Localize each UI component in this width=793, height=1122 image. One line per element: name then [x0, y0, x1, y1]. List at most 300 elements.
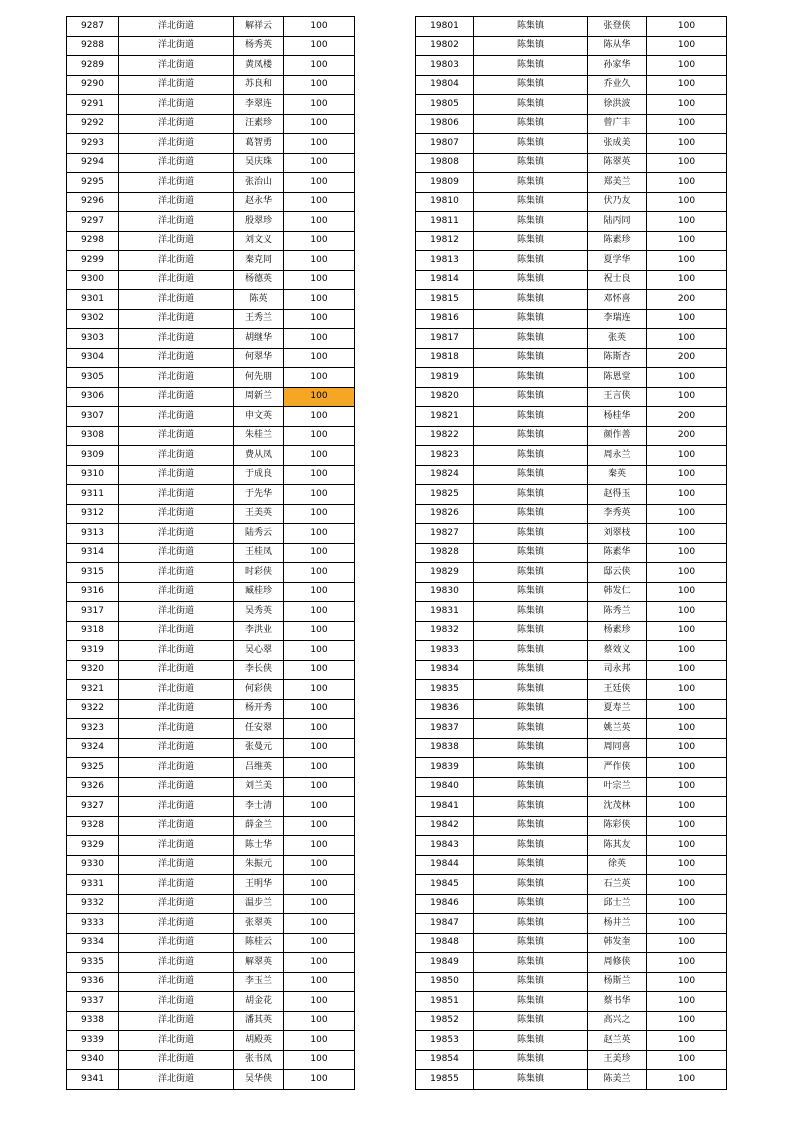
name-cell: 陈英	[234, 290, 284, 310]
name-cell: 陈士华	[234, 836, 284, 856]
id-cell: 9293	[67, 134, 119, 154]
table-row	[416, 192, 727, 212]
id-cell: 19815	[416, 290, 474, 310]
id-cell: 9292	[67, 114, 119, 134]
id-cell: 19817	[416, 329, 474, 349]
table-row	[416, 855, 727, 875]
id-cell: 9304	[67, 348, 119, 368]
id-cell: 9291	[67, 95, 119, 115]
area-cell: 陈集镇	[474, 95, 588, 115]
table-row	[67, 719, 355, 739]
area-cell: 洋北街道	[119, 719, 234, 739]
id-cell: 19820	[416, 387, 474, 407]
name-cell: 赵永华	[234, 192, 284, 212]
amount-cell: 100	[647, 777, 727, 797]
table-row	[67, 114, 355, 134]
amount-cell: 100	[647, 231, 727, 251]
id-cell: 9321	[67, 680, 119, 700]
name-cell: 于成良	[234, 465, 284, 485]
amount-cell: 100	[284, 875, 355, 895]
area-cell: 陈集镇	[474, 875, 588, 895]
id-cell: 19818	[416, 348, 474, 368]
area-cell: 陈集镇	[474, 251, 588, 271]
amount-cell: 100	[647, 1070, 727, 1090]
area-cell: 洋北街道	[119, 75, 234, 95]
table-row	[67, 485, 355, 505]
id-cell: 19851	[416, 992, 474, 1012]
name-cell: 陈翠英	[588, 153, 647, 173]
area-cell: 陈集镇	[474, 387, 588, 407]
area-cell: 陈集镇	[474, 855, 588, 875]
area-cell: 陈集镇	[474, 1031, 588, 1051]
id-cell: 19809	[416, 173, 474, 193]
id-cell: 9328	[67, 816, 119, 836]
amount-cell: 100	[647, 212, 727, 232]
table-row	[416, 641, 727, 661]
amount-cell: 100	[647, 95, 727, 115]
id-cell: 19822	[416, 426, 474, 446]
table-row	[416, 797, 727, 817]
id-cell: 9289	[67, 56, 119, 76]
id-cell: 9316	[67, 582, 119, 602]
table-row	[416, 485, 727, 505]
amount-cell: 100	[647, 992, 727, 1012]
area-cell: 洋北街道	[119, 543, 234, 563]
name-cell: 陈素华	[588, 543, 647, 563]
amount-cell: 100	[284, 153, 355, 173]
area-cell: 陈集镇	[474, 641, 588, 661]
id-cell: 19849	[416, 953, 474, 973]
table-row	[416, 582, 727, 602]
table-row	[416, 933, 727, 953]
area-cell: 陈集镇	[474, 719, 588, 739]
name-cell: 杨素珍	[588, 621, 647, 641]
id-cell: 19830	[416, 582, 474, 602]
amount-cell: 100	[647, 816, 727, 836]
id-cell: 19831	[416, 602, 474, 622]
area-cell: 洋北街道	[119, 758, 234, 778]
name-cell: 沈茂林	[588, 797, 647, 817]
area-cell: 洋北街道	[119, 212, 234, 232]
area-cell: 陈集镇	[474, 446, 588, 466]
id-cell: 19819	[416, 368, 474, 388]
amount-cell: 100	[284, 192, 355, 212]
table-row	[67, 56, 355, 76]
area-cell: 陈集镇	[474, 348, 588, 368]
amount-cell: 100	[284, 738, 355, 758]
name-cell: 薛金兰	[234, 816, 284, 836]
id-cell: 19813	[416, 251, 474, 271]
name-cell: 朱桂兰	[234, 426, 284, 446]
area-cell: 陈集镇	[474, 173, 588, 193]
id-cell: 19834	[416, 660, 474, 680]
area-cell: 洋北街道	[119, 348, 234, 368]
name-cell: 解祥云	[234, 17, 284, 37]
name-cell: 王廷侠	[588, 680, 647, 700]
area-cell: 陈集镇	[474, 543, 588, 563]
area-cell: 洋北街道	[119, 563, 234, 583]
id-cell: 9306	[67, 387, 119, 407]
id-cell: 19840	[416, 777, 474, 797]
name-cell: 吕维英	[234, 758, 284, 778]
area-cell: 陈集镇	[474, 1050, 588, 1070]
area-cell: 洋北街道	[119, 582, 234, 602]
area-cell: 洋北街道	[119, 972, 234, 992]
name-cell: 陈素珍	[588, 231, 647, 251]
area-cell: 洋北街道	[119, 446, 234, 466]
amount-cell: 100	[284, 231, 355, 251]
name-cell: 吴华侠	[234, 1070, 284, 1090]
table-row	[67, 933, 355, 953]
table-row	[416, 1031, 727, 1051]
area-cell: 陈集镇	[474, 582, 588, 602]
amount-cell: 100	[284, 719, 355, 739]
table-row	[67, 621, 355, 641]
area-cell: 陈集镇	[474, 465, 588, 485]
name-cell: 高兴之	[588, 1011, 647, 1031]
id-cell: 19810	[416, 192, 474, 212]
table-row	[67, 251, 355, 271]
name-cell: 温步兰	[234, 894, 284, 914]
name-cell: 王言侠	[588, 387, 647, 407]
name-cell: 朱振元	[234, 855, 284, 875]
table-row	[67, 270, 355, 290]
name-cell: 曾广丰	[588, 114, 647, 134]
name-cell: 申文英	[234, 407, 284, 427]
area-cell: 陈集镇	[474, 914, 588, 934]
area-cell: 洋北街道	[119, 1031, 234, 1051]
amount-cell: 100	[284, 504, 355, 524]
amount-cell: 100	[284, 173, 355, 193]
area-cell: 陈集镇	[474, 836, 588, 856]
table-row	[416, 914, 727, 934]
table-row	[416, 36, 727, 56]
id-cell: 9337	[67, 992, 119, 1012]
amount-cell: 100	[284, 270, 355, 290]
area-cell: 洋北街道	[119, 524, 234, 544]
amount-cell: 100	[647, 173, 727, 193]
name-cell: 夏学华	[588, 251, 647, 271]
id-cell: 9325	[67, 758, 119, 778]
table-row	[416, 231, 727, 251]
table-row	[416, 563, 727, 583]
area-cell: 洋北街道	[119, 368, 234, 388]
id-cell: 9338	[67, 1011, 119, 1031]
id-cell: 9317	[67, 602, 119, 622]
name-cell: 吴心翠	[234, 641, 284, 661]
table-row	[416, 504, 727, 524]
name-cell: 杨桂华	[588, 407, 647, 427]
area-cell: 陈集镇	[474, 329, 588, 349]
area-cell: 陈集镇	[474, 933, 588, 953]
name-cell: 李翠连	[234, 95, 284, 115]
area-cell: 洋北街道	[119, 56, 234, 76]
id-cell: 19823	[416, 446, 474, 466]
table-row	[416, 738, 727, 758]
amount-cell: 100	[647, 446, 727, 466]
area-cell: 陈集镇	[474, 36, 588, 56]
amount-cell: 100	[647, 875, 727, 895]
name-cell: 吴秀英	[234, 602, 284, 622]
name-cell: 叶宗兰	[588, 777, 647, 797]
table-row	[67, 212, 355, 232]
amount-cell: 100	[284, 1031, 355, 1051]
name-cell: 周永兰	[588, 446, 647, 466]
table-row	[416, 17, 727, 37]
id-cell: 9297	[67, 212, 119, 232]
amount-cell: 100	[647, 660, 727, 680]
name-cell: 王秀兰	[234, 309, 284, 329]
id-cell: 19802	[416, 36, 474, 56]
id-cell: 19853	[416, 1031, 474, 1051]
area-cell: 陈集镇	[474, 738, 588, 758]
name-cell: 汪素珍	[234, 114, 284, 134]
right-table	[415, 16, 727, 1090]
id-cell: 9318	[67, 621, 119, 641]
id-cell: 9310	[67, 465, 119, 485]
table-row	[416, 972, 727, 992]
table-row	[67, 348, 355, 368]
id-cell: 19839	[416, 758, 474, 778]
amount-cell: 100	[284, 621, 355, 641]
name-cell: 胡继华	[234, 329, 284, 349]
id-cell: 9315	[67, 563, 119, 583]
name-cell: 杨斯兰	[588, 972, 647, 992]
area-cell: 陈集镇	[474, 134, 588, 154]
area-cell: 陈集镇	[474, 1011, 588, 1031]
area-cell: 陈集镇	[474, 1070, 588, 1090]
name-cell: 周修侠	[588, 953, 647, 973]
area-cell: 洋北街道	[119, 329, 234, 349]
id-cell: 19827	[416, 524, 474, 544]
name-cell: 李士清	[234, 797, 284, 817]
table-row	[67, 855, 355, 875]
table-row	[67, 504, 355, 524]
amount-cell: 100	[647, 738, 727, 758]
area-cell: 洋北街道	[119, 192, 234, 212]
id-cell: 9312	[67, 504, 119, 524]
amount-cell: 100	[284, 290, 355, 310]
amount-cell: 100	[284, 114, 355, 134]
name-cell: 李玉兰	[234, 972, 284, 992]
area-cell: 洋北街道	[119, 17, 234, 37]
area-cell: 洋北街道	[119, 699, 234, 719]
id-cell: 9324	[67, 738, 119, 758]
name-cell: 韩发奎	[588, 933, 647, 953]
area-cell: 陈集镇	[474, 953, 588, 973]
name-cell: 解翠英	[234, 953, 284, 973]
amount-cell: 100	[647, 309, 727, 329]
name-cell: 杨井兰	[588, 914, 647, 934]
id-cell: 9313	[67, 524, 119, 544]
amount-cell: 100	[284, 992, 355, 1012]
table-row	[416, 153, 727, 173]
name-cell: 张英	[588, 329, 647, 349]
amount-cell: 100	[647, 641, 727, 661]
id-cell: 9333	[67, 914, 119, 934]
name-cell: 胡金花	[234, 992, 284, 1012]
area-cell: 陈集镇	[474, 407, 588, 427]
amount-cell: 100	[284, 1070, 355, 1090]
amount-cell: 200	[647, 348, 727, 368]
area-cell: 洋北街道	[119, 153, 234, 173]
area-cell: 洋北街道	[119, 114, 234, 134]
name-cell: 乔业久	[588, 75, 647, 95]
table-row	[67, 797, 355, 817]
name-cell: 苏良和	[234, 75, 284, 95]
amount-cell: 100	[647, 251, 727, 271]
area-cell: 陈集镇	[474, 504, 588, 524]
name-cell: 刘翠枝	[588, 524, 647, 544]
table-row	[67, 465, 355, 485]
amount-cell: 100	[284, 953, 355, 973]
name-cell: 严作侠	[588, 758, 647, 778]
name-cell: 胡殿英	[234, 1031, 284, 1051]
table-row	[67, 602, 355, 622]
id-cell: 9319	[67, 641, 119, 661]
id-cell: 19828	[416, 543, 474, 563]
amount-cell: 100	[647, 602, 727, 622]
amount-cell: 100	[284, 855, 355, 875]
area-cell: 陈集镇	[474, 797, 588, 817]
table-row	[67, 563, 355, 583]
name-cell: 陈其友	[588, 836, 647, 856]
area-cell: 洋北街道	[119, 992, 234, 1012]
id-cell: 9340	[67, 1050, 119, 1070]
name-cell: 殷翠珍	[234, 212, 284, 232]
amount-cell: 100	[647, 894, 727, 914]
id-cell: 9341	[67, 1070, 119, 1090]
table-row	[67, 894, 355, 914]
name-cell: 陈秀兰	[588, 602, 647, 622]
table-row	[67, 738, 355, 758]
amount-cell: 100	[284, 680, 355, 700]
id-cell: 9320	[67, 660, 119, 680]
table-row	[416, 992, 727, 1012]
table-row	[416, 368, 727, 388]
area-cell: 洋北街道	[119, 816, 234, 836]
area-cell: 洋北街道	[119, 270, 234, 290]
area-cell: 洋北街道	[119, 953, 234, 973]
table-row	[416, 680, 727, 700]
id-cell: 9332	[67, 894, 119, 914]
table-row	[416, 1050, 727, 1070]
table-row	[67, 426, 355, 446]
area-cell: 陈集镇	[474, 563, 588, 583]
amount-cell: 100	[647, 719, 727, 739]
id-cell: 19855	[416, 1070, 474, 1090]
id-cell: 19844	[416, 855, 474, 875]
table-row	[416, 816, 727, 836]
name-cell: 邸云侠	[588, 563, 647, 583]
amount-cell: 100	[647, 368, 727, 388]
id-cell: 19803	[416, 56, 474, 76]
id-cell: 19814	[416, 270, 474, 290]
id-cell: 9287	[67, 17, 119, 37]
area-cell: 洋北街道	[119, 309, 234, 329]
area-cell: 洋北街道	[119, 641, 234, 661]
id-cell: 19848	[416, 933, 474, 953]
amount-cell: 100	[284, 485, 355, 505]
name-cell: 刘文义	[234, 231, 284, 251]
name-cell: 张书凤	[234, 1050, 284, 1070]
amount-cell: 100	[284, 75, 355, 95]
table-row	[416, 953, 727, 973]
table-row	[67, 582, 355, 602]
area-cell: 陈集镇	[474, 816, 588, 836]
id-cell: 9294	[67, 153, 119, 173]
id-cell: 19837	[416, 719, 474, 739]
area-cell: 洋北街道	[119, 95, 234, 115]
amount-cell: 100	[647, 1011, 727, 1031]
table-row	[67, 660, 355, 680]
id-cell: 19841	[416, 797, 474, 817]
table-row	[416, 621, 727, 641]
area-cell: 陈集镇	[474, 368, 588, 388]
amount-cell: 100	[284, 446, 355, 466]
amount-cell: 100	[647, 387, 727, 407]
table-row	[416, 836, 727, 856]
id-cell: 9299	[67, 251, 119, 271]
id-cell: 9327	[67, 797, 119, 817]
table-row	[67, 134, 355, 154]
name-cell: 臧桂珍	[234, 582, 284, 602]
id-cell: 19850	[416, 972, 474, 992]
name-cell: 徐英	[588, 855, 647, 875]
name-cell: 费从凤	[234, 446, 284, 466]
table-row	[416, 699, 727, 719]
amount-cell: 100	[647, 153, 727, 173]
id-cell: 9336	[67, 972, 119, 992]
amount-cell: 100	[284, 543, 355, 563]
amount-cell: 100	[647, 621, 727, 641]
id-cell: 9308	[67, 426, 119, 446]
name-cell: 张登侠	[588, 17, 647, 37]
amount-cell: 100	[284, 95, 355, 115]
area-cell: 陈集镇	[474, 758, 588, 778]
id-cell: 19806	[416, 114, 474, 134]
name-cell: 何翠华	[234, 348, 284, 368]
table-row	[67, 699, 355, 719]
id-cell: 9326	[67, 777, 119, 797]
table-row	[416, 114, 727, 134]
table-row	[416, 309, 727, 329]
area-cell: 陈集镇	[474, 621, 588, 641]
id-cell: 9314	[67, 543, 119, 563]
id-cell: 9322	[67, 699, 119, 719]
amount-cell: 100	[647, 56, 727, 76]
amount-cell: 100	[284, 465, 355, 485]
id-cell: 19838	[416, 738, 474, 758]
name-cell: 时彩侠	[234, 563, 284, 583]
id-cell: 19845	[416, 875, 474, 895]
id-cell: 9331	[67, 875, 119, 895]
area-cell: 陈集镇	[474, 972, 588, 992]
area-cell: 洋北街道	[119, 407, 234, 427]
area-cell: 洋北街道	[119, 602, 234, 622]
table-row	[416, 446, 727, 466]
table-row	[67, 387, 355, 407]
table-row	[67, 816, 355, 836]
area-cell: 陈集镇	[474, 231, 588, 251]
area-cell: 洋北街道	[119, 738, 234, 758]
amount-cell: 100	[647, 758, 727, 778]
id-cell: 19846	[416, 894, 474, 914]
table-row	[67, 758, 355, 778]
amount-cell: 100	[647, 797, 727, 817]
table-row	[67, 192, 355, 212]
amount-cell: 100	[284, 582, 355, 602]
